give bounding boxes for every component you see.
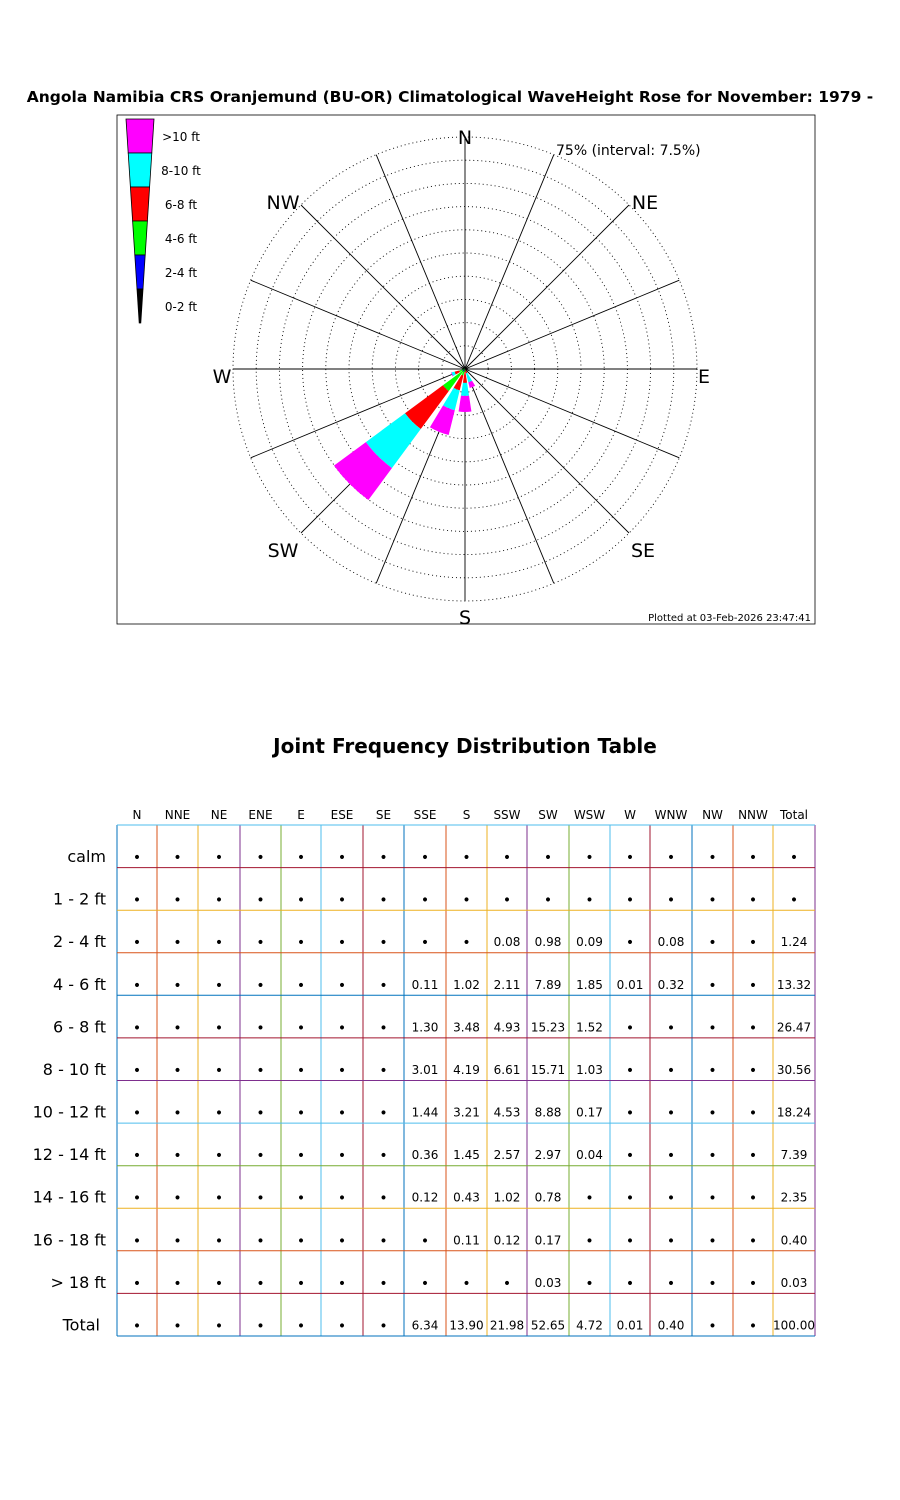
table-cell-calm-se: • (379, 850, 388, 866)
table-cell-12-14-ft-ssw: 2.57 (493, 1148, 521, 1163)
row-label-12-14-ft: 12 - 14 ft (32, 1145, 106, 1165)
table-cell-12-14-ft-s: 1.45 (453, 1148, 480, 1163)
table-cell-18-ft-ene: • (256, 1275, 265, 1292)
table-cell-16-18-ft-ene: • (256, 1233, 265, 1250)
table-cell-1-2-ft-nnw: • (748, 892, 758, 909)
col-header-wsw: WSW (573, 808, 606, 822)
table-cell-10-12-ft-wsw: 0.17 (576, 1105, 603, 1120)
col-header-nne: NNE (164, 808, 191, 822)
table-cell-10-12-ft-ne: • (214, 1105, 224, 1122)
table-cell-4-6-ft-s: 1.02 (453, 977, 480, 992)
table-cell-14-16-ft-sw: 0.78 (534, 1190, 562, 1205)
table-cell-8-10-ft-ne: • (214, 1062, 224, 1079)
table-cell-calm-nne: • (173, 850, 182, 866)
table-cell-1-2-ft-ene: • (256, 892, 265, 909)
table-cell-6-8-ft-nne: • (173, 1020, 182, 1037)
table-cell-8-10-ft-wsw: 1.03 (576, 1062, 603, 1077)
table-cell-16-18-ft-nw: • (708, 1233, 717, 1250)
table-cell-1-2-ft-ese: • (337, 892, 347, 909)
table-cell-6-8-ft-sse: 1.30 (411, 1020, 439, 1035)
table-cell-12-14-ft-e: • (296, 1148, 306, 1165)
table-cell-1-2-ft-nw: • (708, 892, 717, 909)
table-cell-calm-s: • (462, 850, 471, 866)
table-cell-10-12-ft-ene: • (256, 1105, 265, 1122)
table-cell-10-12-ft-nw: • (708, 1105, 717, 1122)
table-cell-16-18-ft-nne: • (173, 1233, 182, 1250)
legend-label-10-ft: >10 ft (162, 130, 200, 144)
table-cell-10-12-ft-n: • (132, 1105, 142, 1122)
table-cell-calm-ese: • (337, 850, 347, 866)
table-cell-14-16-ft-nw: • (708, 1190, 717, 1207)
table-cell-10-12-ft-wnw: • (666, 1105, 676, 1122)
table-cell-6-8-ft-e: • (296, 1020, 306, 1037)
table-cell-4-6-ft-wnw: 0.32 (657, 977, 685, 992)
legend-label-2-4-ft: 2-4 ft (164, 266, 198, 280)
ring-interval-label: 75% (interval: 7.5%) (556, 143, 701, 159)
legend-label-6-8-ft: 6-8 ft (164, 198, 198, 212)
table-cell-1-2-ft-wnw: • (666, 892, 676, 909)
table-cell-2-4-ft-wsw: 0.09 (576, 935, 603, 950)
table-cell-1-2-ft-n: • (132, 892, 142, 909)
table-cell-calm-nw: • (708, 850, 717, 866)
table-cell-2-4-ft-ssw: 0.08 (493, 935, 521, 950)
table-cell-10-12-ft-nne: • (173, 1105, 182, 1122)
table-cell-2-4-ft-total: 1.24 (780, 935, 808, 950)
table-cell-6-8-ft-se: • (379, 1020, 388, 1037)
table-cell-total-nne: • (173, 1318, 182, 1335)
table-cell-8-10-ft-wnw: • (666, 1062, 676, 1079)
table-cell-total-ene: • (256, 1318, 265, 1335)
table-cell-total-s: 13.90 (449, 1318, 484, 1333)
table-cell-calm-sse: • (420, 850, 430, 866)
compass-label-s: S (458, 607, 472, 629)
table-cell-1-2-ft-sw: • (543, 892, 553, 909)
table-cell-6-8-ft-nnw: • (748, 1020, 758, 1037)
table-cell-4-6-ft-e: • (296, 977, 306, 994)
legend-label-4-6-ft: 4-6 ft (164, 232, 198, 246)
table-cell-14-16-ft-nnw: • (748, 1190, 758, 1207)
table-cell-2-4-ft-n: • (132, 935, 142, 952)
col-header-sse: SSE (413, 808, 437, 822)
table-cell-10-12-ft-ssw: 4.53 (493, 1105, 521, 1120)
table-cell-12-14-ft-n: • (132, 1148, 142, 1165)
table-cell-total-ssw: 21.98 (489, 1318, 525, 1333)
col-header-ne: NE (210, 808, 228, 822)
table-cell-12-14-ft-wnw: • (666, 1148, 676, 1165)
table-cell-6-8-ft-wnw: • (666, 1020, 676, 1037)
col-header-s: S (462, 808, 471, 822)
table-cell-calm-n: • (132, 850, 142, 866)
table-cell-1-2-ft-w: • (625, 892, 635, 909)
table-cell-14-16-ft-ese: • (337, 1190, 347, 1207)
table-cell-4-6-ft-total: 13.32 (776, 977, 812, 992)
table-cell-18-ft-wsw: • (585, 1275, 594, 1292)
row-label-16-18-ft: 16 - 18 ft (32, 1230, 106, 1250)
table-cell-8-10-ft-ene: • (256, 1062, 265, 1079)
table-cell-16-18-ft-s: 0.11 (453, 1233, 480, 1248)
table-cell-12-14-ft-nw: • (708, 1148, 717, 1165)
table-cell-10-12-ft-ese: • (337, 1105, 347, 1122)
table-cell-2-4-ft-wnw: 0.08 (657, 935, 685, 950)
table-cell-6-8-ft-s: 3.48 (453, 1020, 480, 1035)
table-title: Joint Frequency Distribution Table (273, 734, 657, 758)
table-cell-4-6-ft-ne: • (214, 977, 224, 994)
table-cell-6-8-ft-sw: 15.23 (530, 1020, 566, 1035)
table-cell-16-18-ft-w: • (625, 1233, 635, 1250)
table-cell-10-12-ft-s: 3.21 (453, 1105, 480, 1120)
table-cell-6-8-ft-n: • (132, 1020, 142, 1037)
table-cell-12-14-ft-sse: 0.36 (411, 1148, 439, 1163)
table-cell-4-6-ft-ese: • (337, 977, 347, 994)
table-cell-6-8-ft-ene: • (256, 1020, 265, 1037)
row-label-2-4-ft: 2 - 4 ft (52, 932, 106, 952)
table-cell-18-ft-e: • (296, 1275, 306, 1292)
row-label-10-12-ft: 10 - 12 ft (32, 1102, 106, 1122)
table-cell-2-4-ft-sse: • (420, 935, 430, 952)
compass-label-w: W (212, 366, 232, 388)
table-cell-1-2-ft-sse: • (420, 892, 430, 909)
table-header (133, 808, 809, 822)
table-cell-8-10-ft-se: • (379, 1062, 388, 1079)
col-header-ene: ENE (248, 808, 273, 822)
table-cell-calm-ne: • (214, 850, 224, 866)
table-cell-1-2-ft-e: • (296, 892, 306, 909)
compass-label-n: N (457, 127, 473, 149)
table-cell-16-18-ft-nnw: • (748, 1233, 758, 1250)
row-label-8-10-ft: 8 - 10 ft (42, 1059, 106, 1079)
table-cell-18-ft-nnw: • (748, 1275, 758, 1292)
table-cell-calm-ssw: • (502, 850, 512, 866)
compass-label-sw: SW (267, 540, 299, 562)
table-cell-8-10-ft-sw: 15.71 (530, 1062, 566, 1077)
table-cell-2-4-ft-nne: • (173, 935, 182, 952)
table-cell-18-ft-nne: • (173, 1275, 182, 1292)
table-cell-total-nnw: • (748, 1318, 758, 1335)
table-cell-16-18-ft-total: 0.40 (780, 1233, 808, 1248)
table-cell-1-2-ft-total: • (789, 892, 799, 909)
table-cell-2-4-ft-ese: • (337, 935, 347, 952)
table-cell-2-4-ft-se: • (379, 935, 388, 952)
table-cell-total-total: 100.00 (773, 1318, 815, 1333)
table-cell-18-ft-ne: • (214, 1275, 224, 1292)
col-header-w: W (624, 808, 636, 822)
table-cell-16-18-ft-ssw: 0.12 (493, 1233, 521, 1248)
table-cell-4-6-ft-wsw: 1.85 (576, 977, 603, 992)
table-cell-6-8-ft-w: • (625, 1020, 635, 1037)
table-cell-calm-nnw: • (748, 850, 758, 866)
table-cell-2-4-ft-ne: • (214, 935, 224, 952)
table-cell-4-6-ft-nw: • (708, 977, 717, 994)
table-cell-12-14-ft-se: • (379, 1148, 388, 1165)
table-cell-8-10-ft-sse: 3.01 (411, 1062, 439, 1077)
table-cell-16-18-ft-n: • (132, 1233, 142, 1250)
table-cell-1-2-ft-se: • (379, 892, 388, 909)
table-cell-8-10-ft-e: • (296, 1062, 306, 1079)
table-cell-calm-ene: • (256, 850, 265, 866)
table-cell-2-4-ft-s: • (462, 935, 471, 952)
table-cell-12-14-ft-total: 7.39 (780, 1148, 808, 1163)
table-cell-8-10-ft-n: • (132, 1062, 142, 1079)
table-cell-14-16-ft-nne: • (173, 1190, 182, 1207)
table-cell-16-18-ft-sw: 0.17 (534, 1233, 562, 1248)
table-cell-14-16-ft-w: • (625, 1190, 635, 1207)
table-cell-total-e: • (296, 1318, 306, 1335)
table-cell-4-6-ft-sw: 7.89 (534, 977, 562, 992)
table-cell-18-ft-wnw: • (666, 1275, 676, 1292)
table-cell-total-wnw: 0.40 (657, 1318, 685, 1333)
table-cell-8-10-ft-nne: • (173, 1062, 182, 1079)
table-cell-12-14-ft-nnw: • (748, 1148, 758, 1165)
table-cell-6-8-ft-ne: • (214, 1020, 224, 1037)
table-cell-1-2-ft-s: • (462, 892, 471, 909)
table-cell-total-nw: • (708, 1318, 717, 1335)
table-cell-10-12-ft-se: • (379, 1105, 388, 1122)
table-cell-4-6-ft-sse: 0.11 (411, 977, 439, 992)
table-cell-18-ft-sse: • (420, 1275, 430, 1292)
table-cell-18-ft-nw: • (708, 1275, 717, 1292)
table-rows (33, 847, 815, 1334)
table-cell-14-16-ft-e: • (296, 1190, 306, 1207)
compass-label-se: SE (630, 540, 656, 562)
table-cell-8-10-ft-total: 30.56 (776, 1062, 812, 1077)
table-cell-2-4-ft-nnw: • (748, 935, 758, 952)
table-cell-16-18-ft-wnw: • (666, 1233, 676, 1250)
table-cell-6-8-ft-ese: • (337, 1020, 347, 1037)
table-cell-8-10-ft-w: • (625, 1062, 635, 1079)
table-cell-10-12-ft-nnw: • (748, 1105, 758, 1122)
table-cell-6-8-ft-total: 26.47 (776, 1020, 812, 1035)
table-cell-14-16-ft-n: • (132, 1190, 142, 1207)
table-cell-4-6-ft-nne: • (173, 977, 182, 994)
table-cell-14-16-ft-ene: • (256, 1190, 265, 1207)
col-header-se: SE (375, 808, 392, 822)
table-cell-6-8-ft-ssw: 4.93 (493, 1020, 521, 1035)
col-header-nw: NW (702, 808, 723, 822)
table-cell-14-16-ft-s: 0.43 (453, 1190, 480, 1205)
row-label-calm: calm (67, 847, 106, 866)
table-cell-total-w: 0.01 (616, 1318, 644, 1333)
table-cell-10-12-ft-total: 18.24 (776, 1105, 812, 1120)
table-cell-calm-wnw: • (666, 850, 676, 866)
table-cell-18-ft-s: • (462, 1275, 471, 1292)
legend-label-0-2-ft: 0-2 ft (164, 300, 198, 314)
table-cell-8-10-ft-ese: • (337, 1062, 347, 1079)
table-cell-12-14-ft-sw: 2.97 (534, 1148, 562, 1163)
row-label-6-8-ft: 6 - 8 ft (52, 1017, 106, 1037)
col-header-ssw: SSW (493, 808, 521, 822)
table-cell-16-18-ft-ne: • (214, 1233, 224, 1250)
compass-label-e: E (697, 366, 711, 388)
plotted-at-label: Plotted at 03-Feb-2026 23:47:41 (648, 613, 811, 624)
table-cell-16-18-ft-wsw: • (585, 1233, 594, 1250)
table-cell-8-10-ft-ssw: 6.61 (493, 1062, 521, 1077)
table-cell-4-6-ft-w: 0.01 (616, 977, 644, 992)
table-cell-total-ese: • (337, 1318, 347, 1335)
table-cell-14-16-ft-ssw: 1.02 (493, 1190, 521, 1205)
table-cell-12-14-ft-ese: • (337, 1148, 347, 1165)
col-header-e: E (297, 808, 305, 822)
table-cell-2-4-ft-w: • (625, 935, 635, 952)
table-cell-14-16-ft-ne: • (214, 1190, 224, 1207)
table-cell-12-14-ft-nne: • (173, 1148, 182, 1165)
row-label-18-ft: > 18 ft (50, 1272, 106, 1292)
table-cell-2-4-ft-sw: 0.98 (534, 935, 562, 950)
table-cell-calm-e: • (296, 850, 306, 866)
table-cell-16-18-ft-ese: • (337, 1233, 347, 1250)
table-cell-4-6-ft-se: • (379, 977, 388, 994)
table-cell-16-18-ft-se: • (379, 1233, 388, 1250)
table-cell-10-12-ft-sw: 8.88 (534, 1105, 562, 1120)
table-cell-1-2-ft-wsw: • (585, 892, 594, 909)
table-cell-14-16-ft-wnw: • (666, 1190, 676, 1207)
table-cell-1-2-ft-ne: • (214, 892, 224, 909)
table-cell-8-10-ft-s: 4.19 (453, 1062, 480, 1077)
table-cell-12-14-ft-ene: • (256, 1148, 265, 1165)
table-cell-calm-sw: • (543, 850, 553, 866)
col-header-wnw: WNW (654, 808, 688, 822)
compass-label-ne: NE (631, 192, 659, 214)
row-label-total: Total (62, 1315, 100, 1335)
table-cell-2-4-ft-ene: • (256, 935, 265, 952)
table-cell-2-4-ft-e: • (296, 935, 306, 952)
legend-label-8-10-ft: 8-10 ft (161, 164, 201, 178)
table-cell-6-8-ft-nw: • (708, 1020, 717, 1037)
table-cell-1-2-ft-nne: • (173, 892, 182, 909)
table-cell-12-14-ft-wsw: 0.04 (576, 1148, 603, 1163)
table-cell-12-14-ft-w: • (625, 1148, 635, 1165)
compass-label-nw: NW (266, 192, 300, 214)
table-cell-calm-total: • (789, 850, 799, 866)
table-cell-18-ft-n: • (132, 1275, 142, 1292)
table-cell-18-ft-se: • (379, 1275, 388, 1292)
table-cell-4-6-ft-n: • (132, 977, 142, 994)
table-cell-14-16-ft-wsw: • (585, 1190, 594, 1207)
table-cell-total-sw: 52.65 (530, 1318, 566, 1333)
table-cell-total-sse: 6.34 (411, 1318, 439, 1333)
table-cell-18-ft-ese: • (337, 1275, 347, 1292)
table-cell-4-6-ft-ene: • (256, 977, 265, 994)
table-cell-total-se: • (379, 1318, 388, 1335)
table-cell-12-14-ft-ne: • (214, 1148, 224, 1165)
table-cell-4-6-ft-ssw: 2.11 (493, 977, 521, 992)
table-cell-10-12-ft-sse: 1.44 (411, 1105, 439, 1120)
table-cell-14-16-ft-se: • (379, 1190, 388, 1207)
table-cell-1-2-ft-ssw: • (502, 892, 512, 909)
table-cell-4-6-ft-nnw: • (748, 977, 758, 994)
table-cell-calm-wsw: • (585, 850, 594, 866)
table-cell-8-10-ft-nw: • (708, 1062, 717, 1079)
col-header-n: N (132, 808, 142, 822)
table-cell-16-18-ft-sse: • (420, 1233, 430, 1250)
table-cell-14-16-ft-sse: 0.12 (411, 1190, 439, 1205)
table-cell-18-ft-total: 0.03 (780, 1275, 808, 1290)
col-header-nnw: NNW (738, 808, 768, 822)
col-header-total: Total (779, 808, 809, 822)
row-label-4-6-ft: 4 - 6 ft (52, 974, 106, 994)
col-header-ese: ESE (330, 808, 354, 822)
table-cell-18-ft-w: • (625, 1275, 635, 1292)
col-header-sw: SW (538, 808, 558, 822)
row-label-1-2-ft: 1 - 2 ft (52, 889, 106, 909)
table-cell-16-18-ft-e: • (296, 1233, 306, 1250)
table-cell-total-wsw: 4.72 (576, 1318, 603, 1333)
table-cell-18-ft-ssw: • (502, 1275, 512, 1292)
rose-title: Angola Namibia CRS Oranjemund (BU-OR) Climatological WaveHeight Rose for November: 1979 - (26, 88, 874, 106)
row-label-14-16-ft: 14 - 16 ft (32, 1187, 106, 1207)
table-cell-total-ne: • (214, 1318, 224, 1335)
table-cell-2-4-ft-nw: • (708, 935, 717, 952)
table-cell-10-12-ft-e: • (296, 1105, 306, 1122)
table-cell-10-12-ft-w: • (625, 1105, 635, 1122)
table-cell-calm-w: • (625, 850, 635, 866)
table-cell-8-10-ft-nnw: • (748, 1062, 758, 1079)
table-cell-14-16-ft-total: 2.35 (780, 1190, 808, 1205)
table-cell-6-8-ft-wsw: 1.52 (576, 1020, 603, 1035)
table-cell-18-ft-sw: 0.03 (534, 1275, 562, 1290)
table-cell-total-n: • (132, 1318, 142, 1335)
